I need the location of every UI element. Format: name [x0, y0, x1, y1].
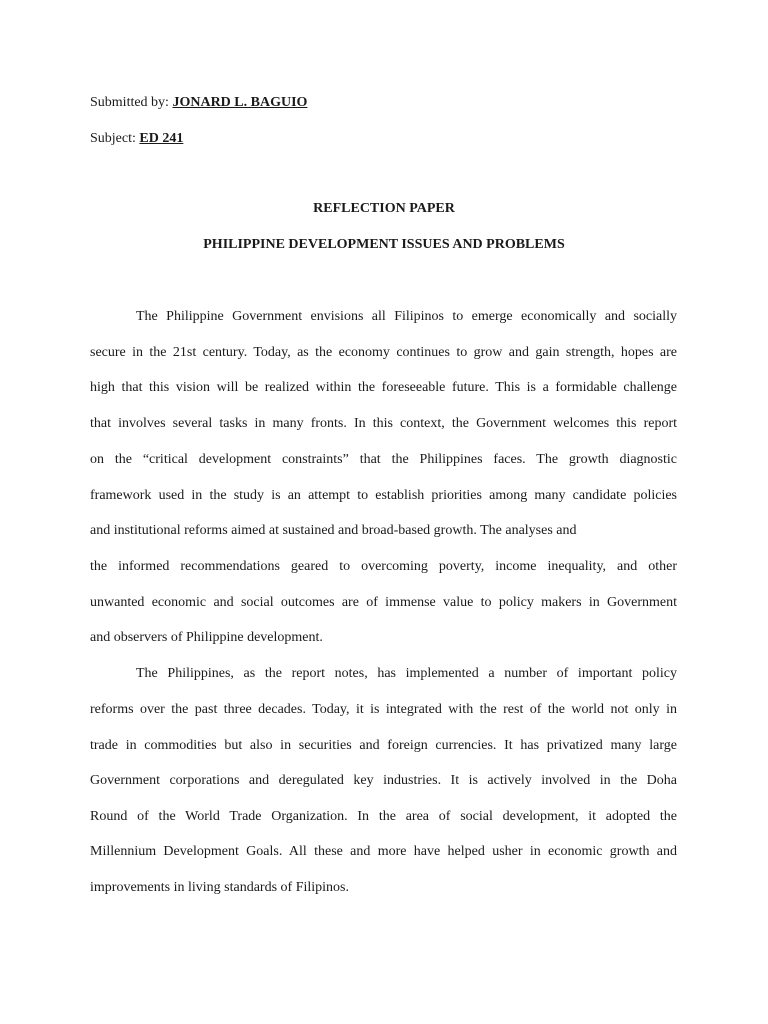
- paragraph-line: Round of the World Trade Organization. In the area of social development, it adopted the: [90, 809, 677, 824]
- paragraph-line: secure in the 21st century. Today, as the economy continues to grow and gain strength, hopes are: [90, 345, 677, 360]
- paragraph-line: reforms over the past three decades. Today, it is integrated with the rest of the world not only in: [90, 702, 677, 717]
- paragraph-line: and institutional reforms aimed at sustained and broad-based growth. The analyses and: [90, 523, 577, 538]
- subject-line: [90, 130, 183, 148]
- subject-value: ED 241: [139, 131, 184, 146]
- paragraph-line: Millennium Development Goals. All these and more have helped usher in economic growth and: [90, 844, 677, 859]
- submitted-by-line: [90, 94, 307, 112]
- paragraph-line: and observers of Philippine development.: [90, 630, 323, 645]
- paragraph-line: framework used in the study is an attempt to establish priorities among many candidate policies: [90, 488, 677, 503]
- document-title: REFLECTION PAPER: [313, 201, 455, 216]
- paragraph-line: The Philippine Government envisions all Filipinos to emerge economically and socially: [136, 309, 677, 324]
- paragraph-line: on the “critical development constraints” that the Philippines faces. The growth diagnostic: [90, 452, 677, 467]
- document-subtitle: PHILIPPINE DEVELOPMENT ISSUES AND PROBLEMS: [203, 237, 565, 252]
- subject-label: Subject:: [90, 131, 136, 146]
- paragraph-line: Government corporations and deregulated key industries. It is actively involved in the Doha: [90, 773, 677, 788]
- paragraph-line: high that this vision will be realized within the foreseeable future. This is a formidable challenge: [90, 380, 677, 395]
- submitted-by-label: Submitted by:: [90, 95, 169, 110]
- paragraph-line: The Philippines, as the report notes, has implemented a number of important policy: [136, 666, 677, 681]
- submitted-by-value: JONARD L. BAGUIO: [172, 95, 308, 110]
- paragraph-line: improvements in living standards of Filipinos.: [90, 880, 349, 895]
- paragraph-line: trade in commodities but also in securities and foreign currencies. It has privatized many large: [90, 738, 677, 753]
- paragraph-line: that involves several tasks in many fronts. In this context, the Government welcomes this report: [90, 416, 677, 431]
- paragraph-line: the informed recommendations geared to overcoming poverty, income inequality, and other: [90, 559, 677, 574]
- paragraph-line: unwanted economic and social outcomes are of immense value to policy makers in Government: [90, 595, 677, 610]
